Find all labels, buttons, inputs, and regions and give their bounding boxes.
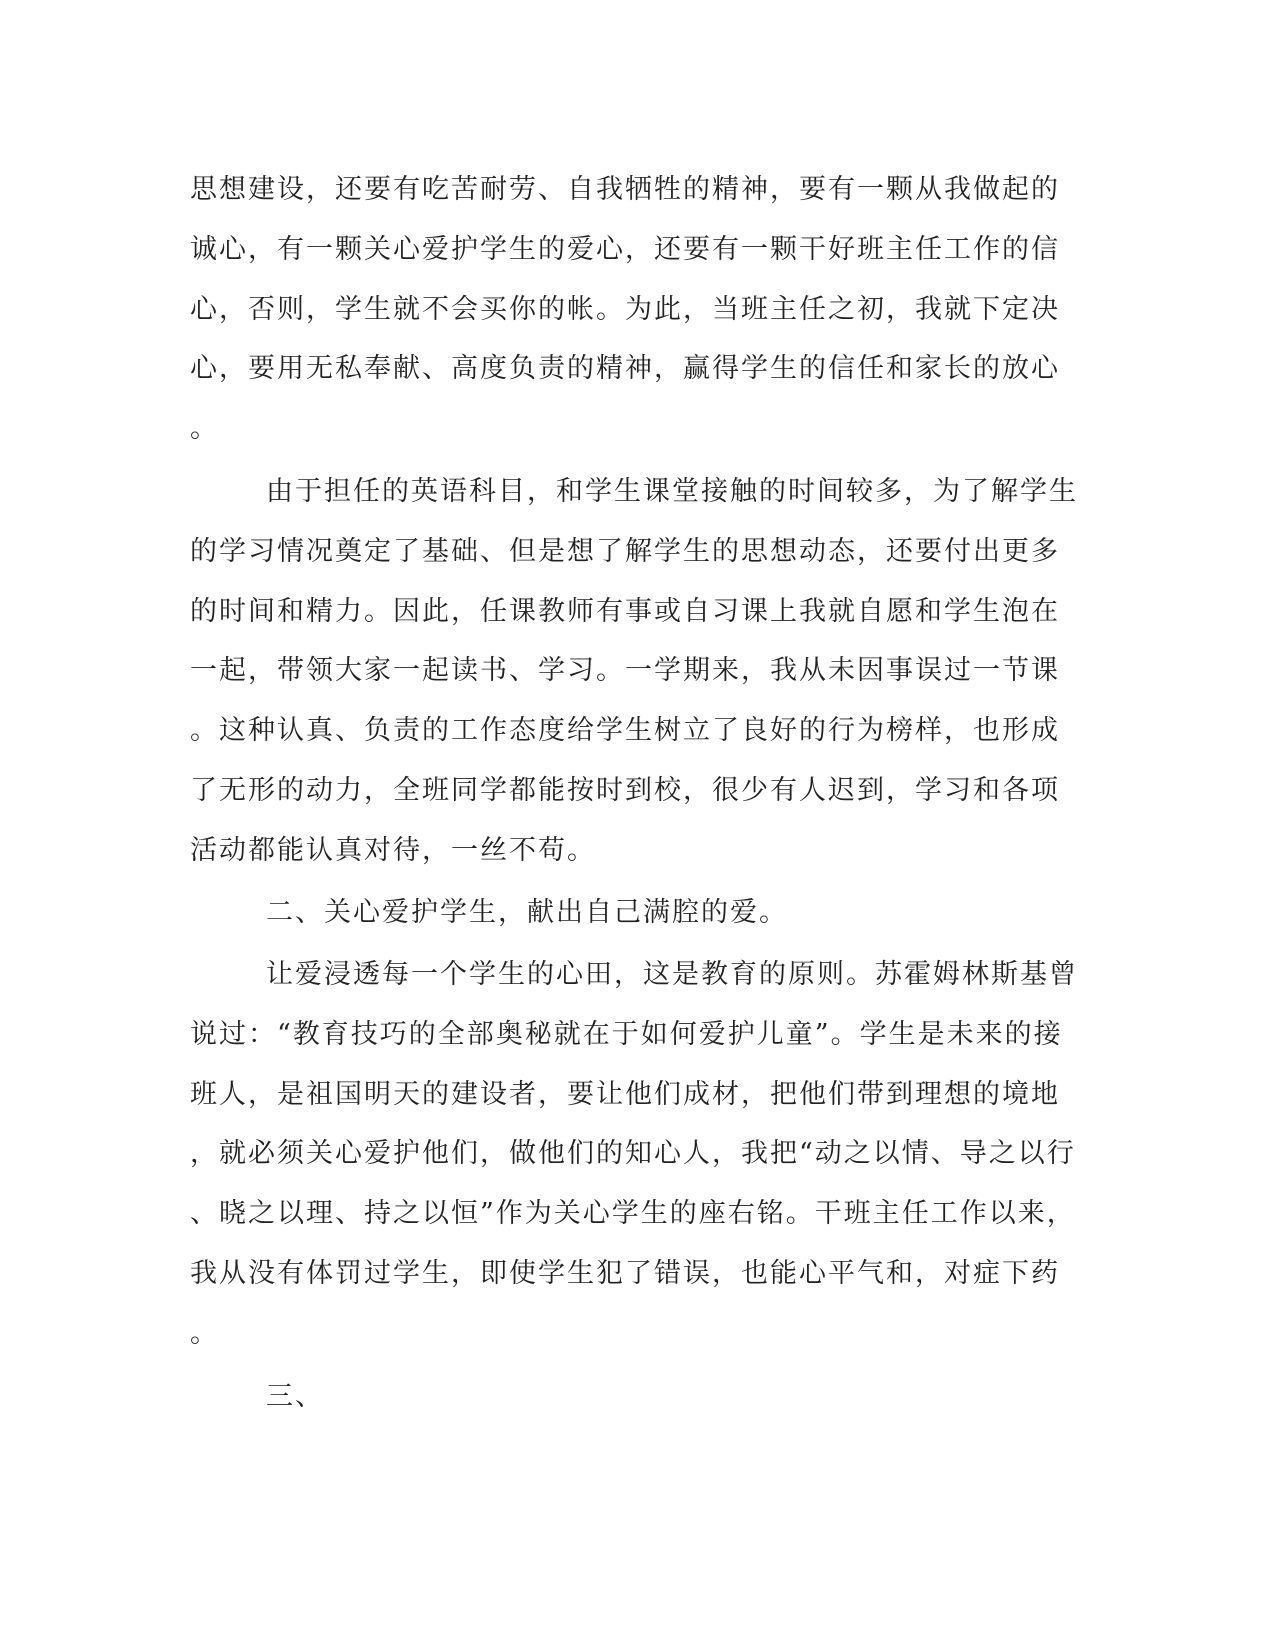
text-line-9: 一起，带领大家一起读书、学习。一学期来，我从未因事误过一节课 <box>190 655 1060 686</box>
text-line-7: 的学习情况奠定了基础、但是想了解学生的思想动态，还要付出更多 <box>190 536 1060 567</box>
text-line-16: 班人，是祖国明天的建设者，要让他们成材，把他们带到理想的境地 <box>190 1079 1060 1110</box>
text-line-2: 诚心，有一颗关心爱护学生的爱心，还要有一颗干好班主任工作的信 <box>190 234 1060 265</box>
text-line-11: 了无形的动力，全班同学都能按时到校，很少有人迟到，学习和各项 <box>190 775 1060 806</box>
text-line-8: 的时间和精力。因此，任课教师有事或自习课上我就自愿和学生泡在 <box>190 596 1060 627</box>
section-heading-3: 三、 <box>266 1381 324 1412</box>
text-line-1: 思想建设，还要有吃苦耐劳、自我牺牲的精神，要有一颗从我做起的 <box>190 174 1060 205</box>
text-line-3: 心，否则，学生就不会买你的帐。为此，当班主任之初，我就下定决 <box>190 294 1060 325</box>
text-line-5: 。 <box>190 413 219 444</box>
text-line-18: 、晓之以理、持之以恒”作为关心学生的座右铭。干班主任工作以来， <box>190 1198 1076 1229</box>
text-line-19: 我从没有体罚过学生，即使学生犯了错误，也能心平气和，对症下药 <box>190 1258 1060 1289</box>
paragraph-start-line: 让爱浸透每一个学生的心田，这是教育的原则。苏霍姆林斯基曾 <box>266 959 1078 990</box>
text-line-12: 活动都能认真对待，一丝不苟。 <box>190 835 596 866</box>
text-line-10: 。这种认真、负责的工作态度给学生树立了良好的行为榜样，也形成 <box>190 715 1060 746</box>
text-line-17: ，就必须关心爱护他们，做他们的知心人，我把“动之以情、导之以行 <box>190 1138 1076 1169</box>
paragraph-start-line: 由于担任的英语科目，和学生课堂接触的时间较多，为了解学生 <box>266 476 1078 507</box>
text-line-20: 。 <box>190 1318 219 1349</box>
text-line-4: 心，要用无私奉献、高度负责的精神，赢得学生的信任和家长的放心 <box>190 353 1060 384</box>
text-line-15: 说过：“教育技巧的全部奥秘就在于如何爱护儿童”。学生是未来的接 <box>190 1019 1063 1050</box>
section-heading-2: 二、关心爱护学生，献出自己满腔的爱。 <box>266 897 788 928</box>
